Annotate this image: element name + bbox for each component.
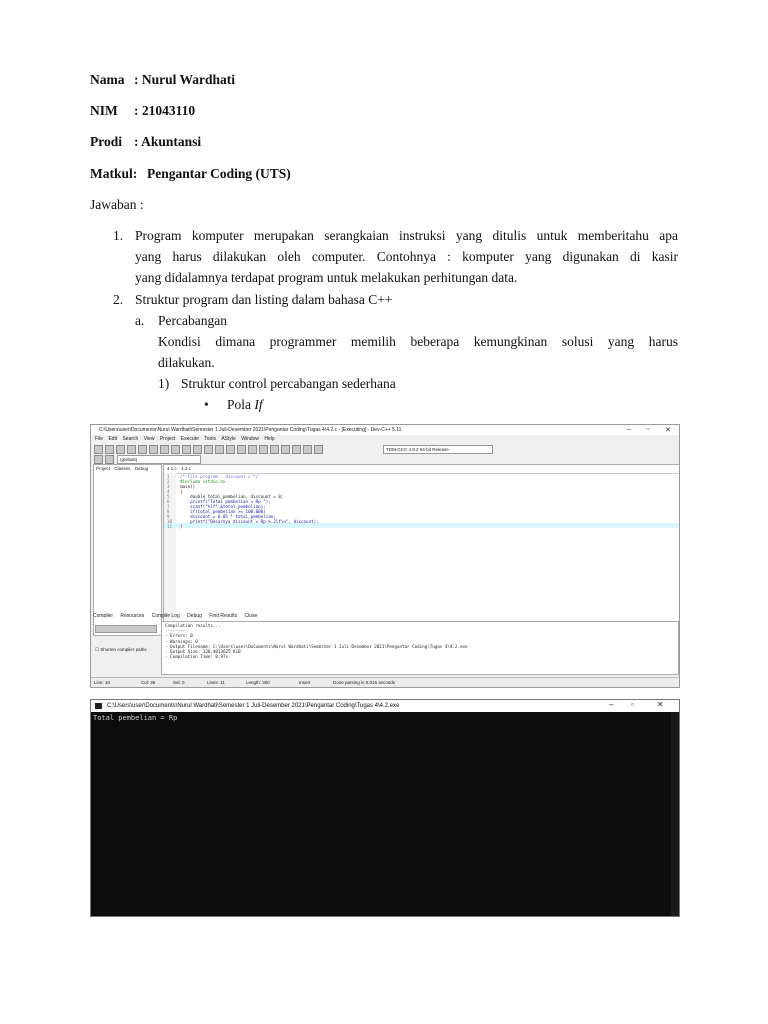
compile-icon[interactable] xyxy=(237,445,246,454)
code-line: printf("Total pembelian = Rp "); xyxy=(180,499,271,504)
code-line: #include <stdio.h> xyxy=(180,479,226,484)
status-bar xyxy=(91,677,679,687)
answer-1-line-3: yang didalamnya terdapat program untuk melakukan perhitungan data. xyxy=(135,270,518,285)
line-number: 6 xyxy=(167,499,170,504)
redo-icon[interactable] xyxy=(160,445,169,454)
debug-icon[interactable] xyxy=(281,445,290,454)
log-line: - Warnings: 0 xyxy=(165,638,198,644)
menu-item[interactable]: Window xyxy=(241,436,259,442)
prodi-label: Prodi xyxy=(90,134,123,149)
line-number: 2 xyxy=(167,479,170,484)
code-line: if(total_pembelian >= 100.000) xyxy=(180,509,266,514)
abort-button[interactable] xyxy=(95,625,157,633)
status-sel: Sel: 0 xyxy=(173,680,185,685)
globals-select[interactable]: (globals) xyxy=(117,455,201,464)
project-tabs xyxy=(94,465,161,473)
console-screenshot xyxy=(90,699,680,917)
ide-title: C:\Users\user\Documents\Nurul Wardhati\Semester 1 Juli-Desember 2021\Pengantar Coding\Tugas 4\4.2.c - [Executing] - Dev-C++ 5.11 xyxy=(99,427,402,433)
forward-icon[interactable] xyxy=(105,455,114,464)
replace-icon[interactable] xyxy=(182,445,191,454)
line-number: 1 xyxy=(167,474,170,479)
log-line: - Errors: 0 xyxy=(165,633,193,639)
tab-debug[interactable]: Debug xyxy=(134,466,149,471)
code-line: printf("Besarnya discount = Rp %.2lf\n", discount); xyxy=(180,519,319,524)
code-line: scanf("%lf",&total_pembelian); xyxy=(180,504,266,509)
log-line: Compilation results... xyxy=(165,623,221,628)
tab-close[interactable]: Close xyxy=(244,613,258,619)
compiler-select[interactable]: TDM-GCC 4.9.2 64-bit Release xyxy=(383,445,493,454)
tab-project[interactable]: Project xyxy=(96,466,111,471)
menu-item[interactable]: View xyxy=(143,436,155,442)
status-parse: Done parsing in 0,016 seconds xyxy=(333,680,396,685)
item-1-text: Struktur control percabangan sederhana xyxy=(181,376,396,391)
line-number: 5 xyxy=(167,494,170,499)
answer-1-line-2: yang harus dilakukan oleh computer. Contohnya : komputer yang digunakan di kasir xyxy=(135,249,678,264)
open-icon[interactable] xyxy=(105,445,114,454)
new-file-icon[interactable] xyxy=(94,445,103,454)
menu-item[interactable]: Project xyxy=(159,436,176,442)
tab-resources[interactable]: Resources xyxy=(120,613,145,619)
sub-a-desc-line-1: Kondisi dimana programmer memilih beberapa kemungkinan solusi yang harus xyxy=(158,334,678,349)
console-app-icon xyxy=(95,703,102,709)
rebuild-icon[interactable] xyxy=(270,445,279,454)
minimize-icon[interactable]: – xyxy=(627,426,631,433)
line-number: 8 xyxy=(167,509,170,514)
menu-item[interactable]: Search xyxy=(122,436,139,442)
tab-classes[interactable]: Classes xyxy=(114,466,131,471)
tab-file-4-2[interactable]: 4.2.c xyxy=(181,466,191,471)
save-icon[interactable] xyxy=(116,445,125,454)
file-tabs xyxy=(164,465,679,474)
line-number: 11 xyxy=(167,524,173,529)
prodi-value: : Akuntansi xyxy=(134,134,202,149)
close-icon[interactable]: ✕ xyxy=(665,427,671,434)
menu-item[interactable]: Edit xyxy=(108,436,118,442)
toggle-icon[interactable] xyxy=(226,445,235,454)
code-editor[interactable] xyxy=(163,464,680,639)
line-number: 4 xyxy=(167,489,170,494)
console-close-icon[interactable]: ✕ xyxy=(657,700,664,709)
status-length: Length: 300 xyxy=(246,680,270,685)
save-all-icon[interactable] xyxy=(127,445,136,454)
line-number: 10 xyxy=(167,519,173,524)
code-line: discount = 0.05 * total_pembelian; xyxy=(180,514,276,519)
print-icon[interactable] xyxy=(138,445,147,454)
code-line: /* File program : discount.c */ xyxy=(180,474,259,479)
console-output: Total pembelian = Rp xyxy=(93,714,178,722)
compile-run-icon[interactable] xyxy=(259,445,268,454)
line-number: 3 xyxy=(167,484,170,489)
nama-label: Nama xyxy=(90,72,125,87)
matkul-label: Matkul: xyxy=(90,166,138,181)
goto-icon[interactable] xyxy=(193,445,202,454)
code-line: main() xyxy=(180,484,196,489)
menu-item[interactable]: Help xyxy=(264,436,275,442)
tab-find-results[interactable]: Find Results xyxy=(209,613,238,619)
nim-value: : 21043110 xyxy=(134,103,196,118)
status-col: Col: 36 xyxy=(141,680,156,685)
line-gutter xyxy=(164,473,176,633)
log-line: - Compilation Time: 0.97s xyxy=(165,654,229,660)
project-panel xyxy=(93,464,162,636)
code-line: double total_pembelian, discount = 0; xyxy=(180,494,284,499)
log-line: - Output Filename: C:\Users\user\Documents\Nurul Wardhati\Semester 1 Juli-Desember 2021\Pengantar Coding\Tugas 4\4.2.exe xyxy=(165,643,468,649)
pola-if-keyword: If xyxy=(254,397,263,412)
menu-item[interactable]: File xyxy=(95,436,104,442)
unindent-icon[interactable] xyxy=(215,445,224,454)
menu-item[interactable]: Tools xyxy=(204,436,216,442)
answer-2-text: Struktur program dan listing dalam bahasa C++ xyxy=(135,292,393,307)
stop-icon[interactable] xyxy=(292,445,301,454)
indent-icon[interactable] xyxy=(204,445,213,454)
pola-if xyxy=(227,397,263,413)
status-mode: Insert xyxy=(299,680,311,685)
tab-compiler[interactable]: Compiler xyxy=(93,613,114,619)
ide-toolbar-2 xyxy=(93,454,115,464)
sub-a-desc-line-2: dilakukan. xyxy=(158,355,215,370)
console-minimize-icon[interactable]: – xyxy=(609,700,614,709)
profile-icon[interactable] xyxy=(303,445,312,454)
sub-a-title: Percabangan xyxy=(158,313,227,328)
status-lines: Lines: 11 xyxy=(207,680,225,685)
sub-a-number: a. xyxy=(135,313,145,328)
ide-toolbar-1 xyxy=(93,444,324,454)
shorten-paths-label: Shorten compiler paths xyxy=(100,647,147,652)
console-title: C:\Users\user\Documents\Nurul Wardhati\Semester 1 Juli-Desember 2021\Pengantar Coding\Tugas 4\4.2.exe xyxy=(107,703,400,709)
matkul-value: Pengantar Coding (UTS) xyxy=(147,166,291,181)
answer-2-number: 2. xyxy=(113,292,124,307)
ide-menubar xyxy=(91,436,679,444)
log-line: -------- xyxy=(165,628,186,634)
line-number: 7 xyxy=(167,504,170,509)
code-line: } xyxy=(180,524,183,529)
console-titlebar xyxy=(91,700,679,712)
run-icon[interactable] xyxy=(248,445,257,454)
ide-screenshot xyxy=(90,424,680,688)
nim-label: NIM xyxy=(90,103,118,118)
log-line: - Output Size: 128,4013625 KiB xyxy=(165,649,241,655)
nama-value: : Nurul Wardhati xyxy=(134,72,236,87)
menu-item[interactable]: AStyle xyxy=(221,436,236,442)
item-1-number: 1) xyxy=(158,376,170,391)
answer-1-number: 1. xyxy=(113,228,124,243)
line-number: 9 xyxy=(167,514,170,519)
tab-compile-log[interactable]: Compile Log xyxy=(151,613,180,619)
back-icon[interactable] xyxy=(94,455,103,464)
undo-icon[interactable] xyxy=(149,445,158,454)
shorten-paths-checkbox[interactable]: ☐ Shorten compiler paths xyxy=(95,647,147,652)
ide-titlebar xyxy=(91,425,679,435)
tab-file-4-1[interactable]: 4.1.c xyxy=(167,466,177,471)
find-icon[interactable] xyxy=(171,445,180,454)
code-line: { xyxy=(180,489,183,494)
status-line: Line: 10 xyxy=(94,680,111,685)
maximize-icon[interactable]: ▫ xyxy=(647,426,650,433)
bullet: • xyxy=(204,397,209,412)
chart-icon[interactable] xyxy=(314,445,323,454)
tab-debug-bottom[interactable]: Debug xyxy=(187,613,202,619)
console-maximize-icon[interactable]: ▫ xyxy=(631,700,634,709)
answer-1-line-1: Program komputer merupakan serangkaian instruksi yang ditulis untuk memberitahu apa xyxy=(135,228,678,243)
pola-label: Pola xyxy=(227,397,255,412)
jawaban-heading: Jawaban : xyxy=(90,197,144,212)
bottom-tabs xyxy=(93,613,263,619)
console-scrollbar[interactable] xyxy=(671,712,679,916)
menu-item[interactable]: Execute xyxy=(180,436,199,442)
compile-log xyxy=(161,621,679,675)
